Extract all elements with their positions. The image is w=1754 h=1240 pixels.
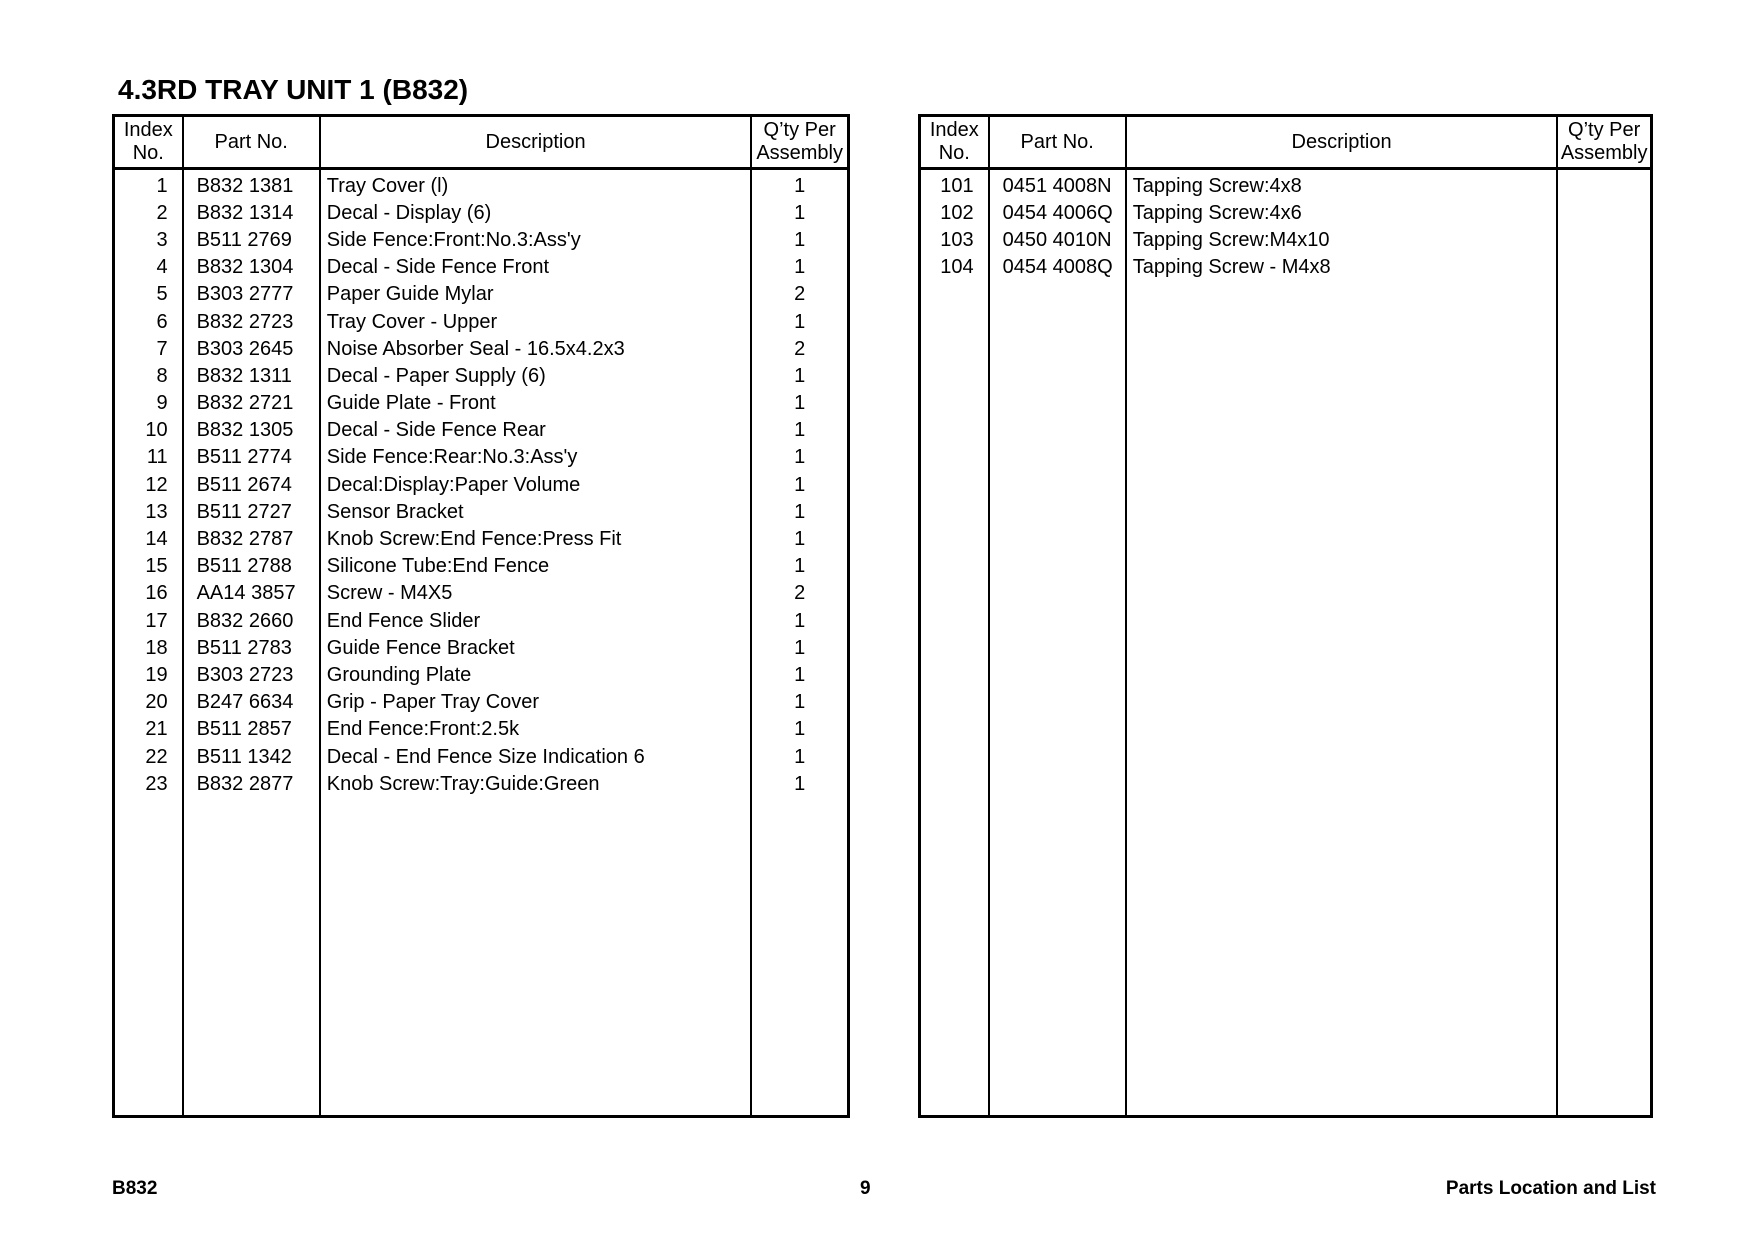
cell-part-no: B832 1311 — [183, 362, 320, 389]
cell-index: 2 — [114, 199, 183, 226]
table-row — [114, 335, 849, 362]
table-row — [114, 390, 849, 417]
cell-qty: 1 — [751, 362, 848, 389]
empty-cell — [114, 797, 183, 1116]
cell-description: Tray Cover - Upper — [320, 308, 752, 335]
table-row — [920, 199, 1652, 226]
cell-qty: 2 — [751, 580, 848, 607]
cell-qty: 1 — [751, 226, 848, 253]
header-index: Index No. — [114, 116, 183, 169]
cell-part-no: B832 1314 — [183, 199, 320, 226]
cell-index: 6 — [114, 308, 183, 335]
cell-description: Screw - M4X5 — [320, 580, 752, 607]
section-title: 4.3RD TRAY UNIT 1 (B832) — [118, 74, 469, 105]
cell-qty: 1 — [751, 471, 848, 498]
cell-qty: 1 — [751, 444, 848, 471]
header-description: Description — [320, 116, 752, 169]
cell-part-no: B511 2727 — [183, 498, 320, 525]
cell-part-no: B303 2723 — [183, 661, 320, 688]
cell-index: 16 — [114, 580, 183, 607]
cell-description: End Fence:Front:2.5k — [320, 716, 752, 743]
cell-index: 11 — [114, 444, 183, 471]
table-header-row — [114, 116, 849, 169]
table-row — [114, 607, 849, 634]
cell-description: Noise Absorber Seal - 16.5x4.2x3 — [320, 335, 752, 362]
footer-model: B832 — [112, 1178, 158, 1199]
cell-description: Decal - Paper Supply (6) — [320, 362, 752, 389]
table-row — [114, 417, 849, 444]
cell-part-no: B832 1381 — [183, 169, 320, 200]
parts-table-left — [112, 114, 850, 1118]
parts-table-right — [918, 114, 1653, 1118]
cell-part-no: B832 2723 — [183, 308, 320, 335]
table-filler-row — [114, 797, 849, 1116]
table-row — [920, 254, 1652, 281]
cell-description: Tapping Screw:4x6 — [1126, 199, 1558, 226]
cell-index: 5 — [114, 281, 183, 308]
cell-index: 19 — [114, 661, 183, 688]
cell-index: 17 — [114, 607, 183, 634]
cell-part-no: B832 2787 — [183, 525, 320, 552]
table-row — [114, 254, 849, 281]
cell-qty: 1 — [751, 716, 848, 743]
cell-qty: 2 — [751, 335, 848, 362]
cell-part-no: B511 2774 — [183, 444, 320, 471]
cell-description: Sensor Bracket — [320, 498, 752, 525]
cell-part-no: B832 1305 — [183, 417, 320, 444]
cell-index: 18 — [114, 634, 183, 661]
header-qty: Q’ty Per Assembly — [751, 116, 848, 169]
header-part-no: Part No. — [183, 116, 320, 169]
cell-index: 14 — [114, 525, 183, 552]
table-row — [114, 689, 849, 716]
footer-section: Parts Location and List — [1445, 1178, 1656, 1199]
table-row — [114, 553, 849, 580]
cell-index: 12 — [114, 471, 183, 498]
cell-index: 103 — [920, 226, 989, 253]
cell-qty: 1 — [751, 607, 848, 634]
table-row — [114, 743, 849, 770]
cell-index: 23 — [114, 770, 183, 797]
cell-description: Decal - Side Fence Front — [320, 254, 752, 281]
cell-qty: 2 — [751, 281, 848, 308]
table-header-row — [920, 116, 1652, 169]
cell-description: Decal - Side Fence Rear — [320, 417, 752, 444]
table-row — [114, 716, 849, 743]
cell-qty: 1 — [751, 308, 848, 335]
cell-description: Decal - End Fence Size Indication 6 — [320, 743, 752, 770]
empty-cell — [920, 281, 989, 1117]
cell-part-no: B511 1342 — [183, 743, 320, 770]
cell-index: 21 — [114, 716, 183, 743]
cell-index: 15 — [114, 553, 183, 580]
footer-page-number: 9 — [860, 1178, 871, 1199]
cell-description: Knob Screw:End Fence:Press Fit — [320, 525, 752, 552]
cell-index: 9 — [114, 390, 183, 417]
cell-qty — [1557, 199, 1651, 226]
cell-part-no: B832 2660 — [183, 607, 320, 634]
cell-qty: 1 — [751, 390, 848, 417]
cell-qty: 1 — [751, 770, 848, 797]
cell-part-no: 0451 4008N — [989, 169, 1126, 200]
cell-description: Knob Screw:Tray:Guide:Green — [320, 770, 752, 797]
table-row — [114, 471, 849, 498]
table-row — [114, 661, 849, 688]
cell-description: Tapping Screw:4x8 — [1126, 169, 1558, 200]
cell-qty — [1557, 226, 1651, 253]
table-row — [114, 770, 849, 797]
cell-index: 3 — [114, 226, 183, 253]
table-row — [114, 169, 849, 200]
cell-part-no: B832 2721 — [183, 390, 320, 417]
table-row — [114, 226, 849, 253]
cell-description: Grip - Paper Tray Cover — [320, 689, 752, 716]
header-qty: Q’ty Per Assembly — [1557, 116, 1651, 169]
cell-qty — [1557, 254, 1651, 281]
cell-index: 22 — [114, 743, 183, 770]
cell-qty: 1 — [751, 254, 848, 281]
cell-qty: 1 — [751, 634, 848, 661]
empty-cell — [1126, 281, 1558, 1117]
cell-description: Guide Plate - Front — [320, 390, 752, 417]
table-row — [114, 525, 849, 552]
table-row — [114, 498, 849, 525]
table-filler-row — [920, 281, 1652, 1117]
cell-qty: 1 — [751, 417, 848, 444]
cell-qty: 1 — [751, 199, 848, 226]
table-row — [114, 199, 849, 226]
empty-cell — [320, 797, 752, 1116]
header-part-no: Part No. — [989, 116, 1126, 169]
table-row — [114, 362, 849, 389]
cell-description: Decal:Display:Paper Volume — [320, 471, 752, 498]
cell-index: 8 — [114, 362, 183, 389]
cell-qty: 1 — [751, 689, 848, 716]
table-row — [114, 308, 849, 335]
cell-qty — [1557, 169, 1651, 200]
cell-index: 104 — [920, 254, 989, 281]
header-index: Index No. — [920, 116, 989, 169]
empty-cell — [989, 281, 1126, 1117]
cell-qty: 1 — [751, 553, 848, 580]
table-row — [114, 281, 849, 308]
cell-part-no: B832 1304 — [183, 254, 320, 281]
empty-cell — [751, 797, 848, 1116]
table-row — [114, 634, 849, 661]
empty-cell — [1557, 281, 1651, 1117]
cell-description: Decal - Display (6) — [320, 199, 752, 226]
table-row — [920, 226, 1652, 253]
cell-index: 101 — [920, 169, 989, 200]
cell-part-no: B511 2788 — [183, 553, 320, 580]
cell-index: 20 — [114, 689, 183, 716]
cell-part-no: B511 2769 — [183, 226, 320, 253]
cell-part-no: 0454 4008Q — [989, 254, 1126, 281]
cell-index: 10 — [114, 417, 183, 444]
header-description: Description — [1126, 116, 1558, 169]
cell-part-no: B832 2877 — [183, 770, 320, 797]
cell-index: 13 — [114, 498, 183, 525]
cell-part-no: B511 2674 — [183, 471, 320, 498]
cell-index: 7 — [114, 335, 183, 362]
cell-part-no: B303 2645 — [183, 335, 320, 362]
table-row — [920, 169, 1652, 200]
cell-index: 1 — [114, 169, 183, 200]
cell-part-no: B303 2777 — [183, 281, 320, 308]
cell-qty: 1 — [751, 743, 848, 770]
empty-cell — [183, 797, 320, 1116]
cell-description: End Fence Slider — [320, 607, 752, 634]
cell-index: 102 — [920, 199, 989, 226]
cell-index: 4 — [114, 254, 183, 281]
cell-part-no: B511 2857 — [183, 716, 320, 743]
cell-description: Side Fence:Rear:No.3:Ass'y — [320, 444, 752, 471]
cell-qty: 1 — [751, 661, 848, 688]
cell-part-no: 0450 4010N — [989, 226, 1126, 253]
cell-qty: 1 — [751, 525, 848, 552]
cell-description: Tapping Screw - M4x8 — [1126, 254, 1558, 281]
cell-part-no: AA14 3857 — [183, 580, 320, 607]
cell-description: Paper Guide Mylar — [320, 281, 752, 308]
table-row — [114, 580, 849, 607]
cell-description: Silicone Tube:End Fence — [320, 553, 752, 580]
cell-description: Side Fence:Front:No.3:Ass'y — [320, 226, 752, 253]
cell-qty: 1 — [751, 169, 848, 200]
cell-part-no: B247 6634 — [183, 689, 320, 716]
cell-part-no: B511 2783 — [183, 634, 320, 661]
cell-description: Tray Cover (l) — [320, 169, 752, 200]
cell-part-no: 0454 4006Q — [989, 199, 1126, 226]
table-row — [114, 444, 849, 471]
cell-qty: 1 — [751, 498, 848, 525]
cell-description: Tapping Screw:M4x10 — [1126, 226, 1558, 253]
cell-description: Guide Fence Bracket — [320, 634, 752, 661]
cell-description: Grounding Plate — [320, 661, 752, 688]
